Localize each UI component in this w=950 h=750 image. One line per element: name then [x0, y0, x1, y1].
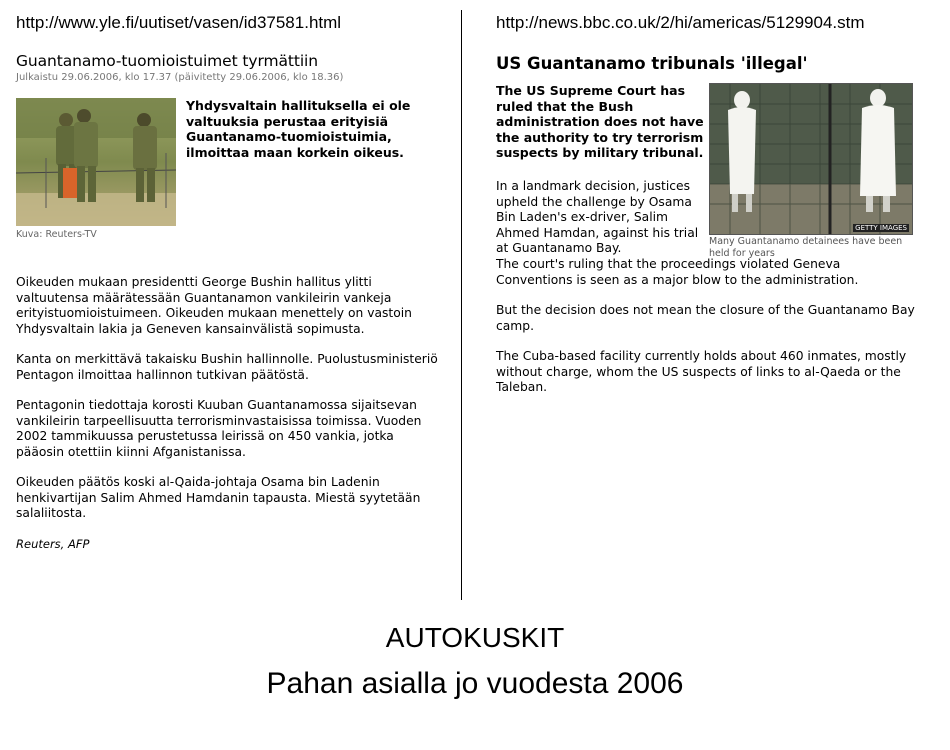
yle-paragraph: Oikeuden päätös koski al-Qaida-johtaja Osama bin Ladenin henkivartijan Salim Ahmed Hamdanin tapausta. Miestä syytetään salaliitosta. [16, 475, 421, 520]
yle-photo-caption: Kuva: Reuters-TV [16, 229, 97, 240]
yle-paragraph: Oikeuden mukaan presidentti George Bushin hallitus ylitti valtuutensa määrätessään Guantanamon vankileirin vankeja erityistuomioistuimeen. Oikeuden mukaan menettely on vastoin Yhdysvaltain lakia ja Geneven kansainvälistä sopimusta. [16, 275, 412, 336]
yle-signature: Reuters, AFP [16, 536, 90, 551]
caption-subheading: Pahan asialla jo vuodesta 2006 [266, 667, 684, 700]
bbc-paragraph: The court's ruling that the proceedings violated Geneva Conventions is seen as a major blow to the administration. [496, 257, 859, 287]
caption-heading: AUTOKUSKIT [385, 622, 565, 653]
column-divider [461, 10, 462, 600]
yle-body [16, 275, 441, 552]
yle-article [16, 0, 441, 567]
yle-paragraph: Kanta on merkittävä takaisku Bushin hallinnolle. Puolustusministeriö Pentagon ilmoittaa hallinnon tutkivan päätöstä. [16, 352, 438, 382]
photo-credit: GETTY IMAGES [855, 224, 907, 232]
bbc-intro: In a landmark decision, justices upheld the challenge by Osama Bin Laden's ex-driver, Salim Ahmed Hamdan, against his trial at Guantanamo Bay. [496, 179, 699, 255]
yle-paragraph: Pentagonin tiedottaja korosti Kuuban Guantanamossa sijaitsevan vankileirin tarpeellisuutta terrorisminvastaisissa toimissa. Vuoden 2002 tammikuussa perustetussa leirissä on 450 vankia, jotka pääosin otettiin kiinni Afganistanissa. [16, 398, 422, 459]
bbc-paragraph: But the decision does not mean the closure of the Guantanamo Bay camp. [496, 303, 915, 333]
soldiers-photo [16, 98, 176, 226]
yle-lede: Yhdysvaltain hallituksella ei ole valtuuksia perustaa erityisiä Guantanamo-tuomioistuimia, ilmoittaa maan korkein oikeus. [186, 98, 411, 160]
bbc-article [496, 0, 916, 411]
yle-url[interactable]: http://www.yle.fi/uutiset/vasen/id37581.html [16, 13, 342, 32]
bbc-headline: US Guantanamo tribunals 'illegal' [496, 54, 808, 73]
bbc-paragraph: The Cuba-based facility currently holds about 460 inmates, mostly without charge, whom the US suspects of links to al-Qaeda or the Taleban. [496, 349, 907, 394]
bbc-url[interactable]: http://news.bbc.co.uk/2/hi/americas/5129904.stm [496, 13, 865, 32]
bbc-lede: The US Supreme Court has ruled that the Bush administration does not have the authority to try terrorism suspects by military tribunal. [496, 83, 704, 160]
yle-published-date: Julkaistu 29.06.2006, klo 17.37 (päivitetty 29.06.2006, klo 18.36) [16, 72, 344, 83]
bbc-body [496, 257, 916, 396]
yle-headline: Guantanamo-tuomioistuimet tyrmättiin [16, 52, 318, 70]
detainees-photo [709, 83, 913, 235]
bbc-photo-caption: Many Guantanamo detainees have been held for years [709, 236, 903, 259]
